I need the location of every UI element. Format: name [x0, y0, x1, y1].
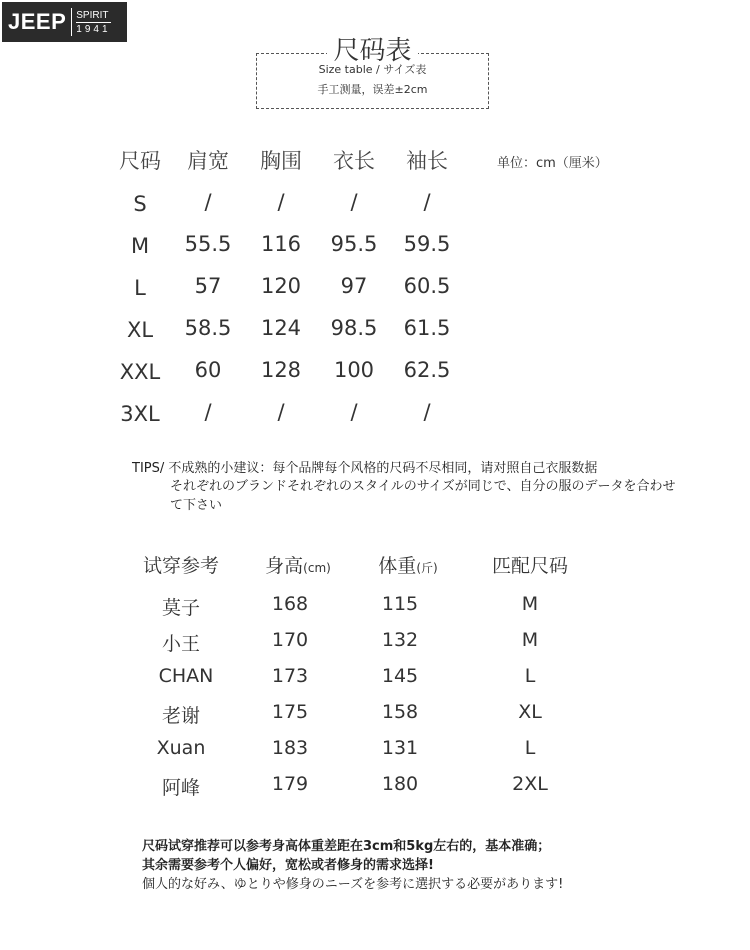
- size-header-size: 尺码: [119, 149, 161, 173]
- note-line-3: 個人的な好み、ゆとりや修身のニーズを参考に選択する必要があります!: [142, 877, 564, 892]
- size-header-shoulder: 肩宽: [187, 149, 229, 173]
- sleeve-cell: 62.5: [403, 358, 451, 382]
- tryon-header-weight-unit: (斤): [416, 561, 438, 575]
- size-header-chest: 胸围: [260, 149, 302, 173]
- tryon-weight-cell: 132: [381, 629, 419, 651]
- tryon-weight-cell: 158: [381, 701, 419, 723]
- tryon-height-cell: 179: [271, 773, 309, 795]
- tryon-size-cell: 2XL: [512, 773, 548, 795]
- logo-brand: JEEP: [8, 9, 67, 34]
- tryon-weight-cell: 115: [381, 593, 419, 615]
- chest-cell: 128: [260, 358, 302, 382]
- page-title: 尺码表: [327, 36, 417, 66]
- tryon-height-cell: 175: [271, 701, 309, 723]
- tryon-weight-cell: 145: [381, 665, 419, 687]
- shoulder-cell: 55.5: [184, 232, 232, 256]
- tryon-size-cell: XL: [518, 701, 542, 723]
- title-subtitle: Size table / サイズ表: [318, 63, 427, 76]
- tryon-header-weight: [368, 551, 448, 578]
- tryon-header-height-label: 身高: [265, 555, 304, 577]
- logo-divider: [71, 8, 72, 36]
- tryon-height-cell: 183: [271, 737, 309, 759]
- tryon-name-cell: 莫子: [161, 597, 200, 619]
- tryon-header-size: 匹配尺码: [491, 555, 568, 577]
- title-note: 手工测量，误差±2cm: [317, 83, 428, 96]
- tryon-name-cell: CHAN: [158, 665, 214, 687]
- sleeve-cell: /: [423, 400, 431, 424]
- tryon-size-cell: L: [524, 737, 536, 759]
- size-header-sleeve: 袖长: [406, 149, 448, 173]
- tryon-header-height-unit: (cm): [303, 561, 331, 575]
- sleeve-cell: /: [423, 190, 431, 214]
- length-cell: 95.5: [330, 232, 378, 256]
- shoulder-cell: /: [204, 190, 212, 214]
- logo-line1: SPIRIT: [76, 9, 109, 21]
- tips-line: TIPS/ 不成熟的小建议：每个品牌每个风格的尺码不尽相同，请对照自己衣服数据: [132, 461, 598, 476]
- shoulder-cell: 58.5: [184, 316, 232, 340]
- tryon-size-cell: M: [521, 593, 539, 615]
- tryon-name-cell: 老谢: [161, 705, 200, 727]
- tryon-height-cell: 170: [271, 629, 309, 651]
- sleeve-cell: 60.5: [403, 274, 451, 298]
- length-cell: /: [350, 400, 358, 424]
- logo-line2: 1941: [76, 23, 111, 35]
- logo-subtitle: [76, 9, 110, 36]
- tryon-weight-cell: 131: [381, 737, 419, 759]
- size-cell: L: [134, 276, 146, 300]
- chest-cell: 120: [260, 274, 302, 298]
- size-cell: S: [133, 192, 147, 216]
- length-cell: 100: [333, 358, 375, 382]
- length-cell: 97: [340, 274, 368, 298]
- shoulder-cell: 60: [194, 358, 222, 382]
- tryon-name-cell: Xuan: [156, 737, 206, 759]
- tryon-header-height: [258, 551, 338, 578]
- tryon-height-cell: 168: [271, 593, 309, 615]
- note-line-2: 其余需要参考个人偏好，宽松或者修身的需求选择!: [142, 858, 434, 873]
- size-cell: XL: [126, 318, 154, 342]
- shoulder-cell: 57: [194, 274, 222, 298]
- tryon-name-cell: 小王: [161, 633, 200, 655]
- chest-cell: /: [277, 190, 285, 214]
- note-line-1: 尺码试穿推荐可以参考身高体重差距在3cm和5kg左右的，基本准确；: [142, 839, 551, 854]
- chest-cell: 116: [260, 232, 302, 256]
- length-cell: /: [350, 190, 358, 214]
- tryon-height-cell: 173: [271, 665, 309, 687]
- tryon-header-weight-label: 体重: [378, 555, 417, 577]
- title-box: [256, 36, 489, 109]
- tryon-weight-cell: 180: [381, 773, 419, 795]
- tryon-size-cell: L: [524, 665, 536, 687]
- tryon-header-name: 试穿参考: [142, 555, 219, 577]
- brand-logo: [2, 2, 127, 42]
- size-cell: 3XL: [120, 402, 160, 426]
- size-unit: 单位：cm（厘米）: [497, 156, 608, 171]
- size-header-length: 衣长: [333, 149, 375, 173]
- length-cell: 98.5: [330, 316, 378, 340]
- sleeve-cell: 61.5: [403, 316, 451, 340]
- tryon-name-cell: 阿峰: [161, 777, 200, 799]
- chest-cell: /: [277, 400, 285, 424]
- shoulder-cell: /: [204, 400, 212, 424]
- tryon-size-cell: M: [521, 629, 539, 651]
- sleeve-cell: 59.5: [403, 232, 451, 256]
- size-cell: M: [130, 234, 150, 258]
- chest-cell: 124: [260, 316, 302, 340]
- size-cell: XXL: [119, 360, 161, 384]
- tips-japanese: それぞれのブランドそれぞれのスタイルのサイズが同じで、自分の服のデータを合わせて下さい: [170, 479, 676, 513]
